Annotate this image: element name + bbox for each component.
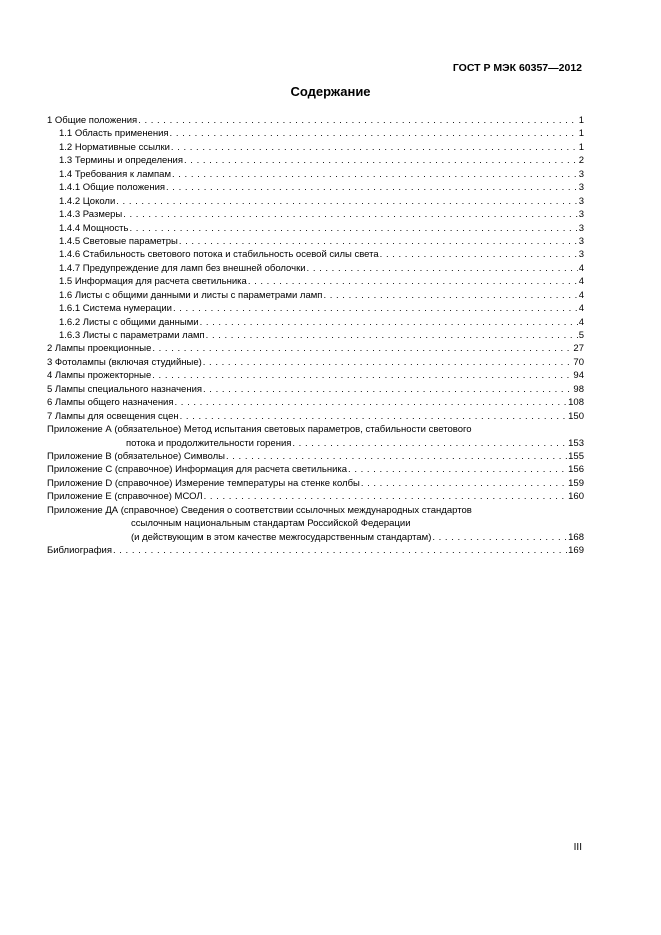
toc-entry[interactable] <box>47 369 584 382</box>
toc-entry-title: 1 Общие положения <box>47 115 138 126</box>
toc-entry-page: 4 <box>578 262 584 274</box>
dot-leader <box>173 302 578 315</box>
toc-entry-page: 98 <box>573 383 584 395</box>
toc-entry[interactable] <box>47 235 584 248</box>
toc-entry-title: 1.6.3 Листы с параметрами ламп <box>59 330 205 341</box>
toc-entry-title: 1.4.2 Цоколи <box>59 195 116 207</box>
toc-entry-title: 1.3 Термины и определения <box>59 155 184 167</box>
annex-c-entry[interactable] <box>47 463 584 476</box>
toc-entry-title: 7 Лампы для освещения сцен <box>47 410 179 422</box>
toc-entry[interactable] <box>47 316 584 329</box>
dot-leader <box>123 208 577 221</box>
dot-leader <box>361 477 567 490</box>
toc-entry-title: 1.6.1 Система нумерации <box>59 303 172 315</box>
toc-entry-page: 108 <box>568 397 584 409</box>
annex-c-text: Приложение С (справочное) Информация для расчета светильника <box>47 464 348 476</box>
dot-leader <box>206 329 578 342</box>
dot-leader <box>292 437 567 450</box>
dot-leader <box>184 154 578 167</box>
dot-leader <box>116 195 577 208</box>
toc-entry[interactable] <box>47 356 584 369</box>
bibliography-text: Библиография <box>47 545 112 556</box>
bibliography-entry[interactable] <box>47 544 584 557</box>
dot-leader <box>248 275 578 288</box>
dot-leader <box>166 181 578 194</box>
toc-entry[interactable] <box>47 114 584 127</box>
dot-leader <box>152 342 572 355</box>
toc-entry-title: 1.4.6 Стабильность светового потока и стабильность осевой силы света <box>59 249 379 261</box>
toc-entry-page: 2 <box>578 155 584 167</box>
toc-entry[interactable] <box>47 141 584 154</box>
annex-da-entry[interactable] <box>47 531 584 544</box>
table-of-contents <box>47 114 584 557</box>
toc-entry-title: 1.4.4 Мощность <box>59 222 129 234</box>
dot-leader <box>203 356 573 369</box>
toc-entry-page: 1 <box>578 141 584 153</box>
page-number: III <box>573 842 582 853</box>
toc-entry[interactable] <box>47 410 584 423</box>
toc-entry[interactable] <box>47 195 584 208</box>
toc-entry-title: 1.1 Область применения <box>59 128 169 140</box>
dot-leader <box>348 463 567 476</box>
annex-a-line1[interactable]: Приложение А (обязательное) Метод испытания световых параметров, стабильности светового <box>47 424 472 436</box>
dot-leader <box>432 531 567 544</box>
dot-leader <box>180 410 567 423</box>
toc-entry[interactable] <box>47 329 584 342</box>
toc-entry[interactable] <box>47 262 584 275</box>
dot-leader <box>380 248 578 261</box>
toc-entry-title: 3 Фотолампы (включая студийные) <box>47 356 202 368</box>
toc-entry[interactable] <box>47 127 584 140</box>
toc-entry-page: 4 <box>578 303 584 315</box>
toc-entry-page: 3 <box>578 195 584 207</box>
toc-entry-title: 4 Лампы прожекторные <box>47 370 152 382</box>
dot-leader <box>204 490 568 503</box>
annex-a-line2: потока и продолжительности горения <box>126 437 292 449</box>
dot-leader <box>129 222 577 235</box>
dot-leader <box>175 396 568 409</box>
toc-entry[interactable] <box>47 289 584 302</box>
toc-entry[interactable] <box>47 275 584 288</box>
toc-entry-page: 3 <box>578 235 584 247</box>
annex-e-text: Приложение E (справочное) МСОЛ <box>47 491 203 503</box>
toc-entry-title: 1.4.3 Размеры <box>59 209 123 221</box>
toc-entry[interactable] <box>47 342 584 355</box>
dot-leader <box>307 262 578 275</box>
annex-da-line3: (и действующим в этом качестве межгосударственным стандартам) <box>131 531 432 543</box>
toc-entry-page: 3 <box>578 209 584 221</box>
bibliography-page: 169 <box>568 545 584 556</box>
toc-entry-title: 1.4 Требования к лампам <box>59 168 171 180</box>
toc-entry[interactable] <box>47 154 584 167</box>
toc-entry-page: 1 <box>578 128 584 140</box>
toc-entry-page: 3 <box>578 222 584 234</box>
toc-entry-page: 27 <box>573 343 584 355</box>
toc-entry-page: 150 <box>568 410 584 422</box>
annex-da-page: 168 <box>568 531 584 543</box>
toc-entry[interactable] <box>47 383 584 396</box>
dot-leader <box>179 235 578 248</box>
toc-entry-page: 70 <box>573 356 584 368</box>
dot-leader <box>200 316 578 329</box>
dot-leader <box>171 141 578 154</box>
toc-entry-page: 1 <box>578 115 584 126</box>
toc-entry-title: 1.5 Информация для расчета светильника <box>59 276 247 288</box>
annex-da-line1[interactable]: Приложение ДА (справочное) Сведения о соответствии ссылочных международных стандартов <box>47 504 472 516</box>
dot-leader <box>323 289 577 302</box>
toc-entries <box>47 114 584 423</box>
toc-entry-title: 1.6 Листы с общими данными и листы с параметрами ламп <box>59 289 323 301</box>
toc-entry-page: 5 <box>578 330 584 341</box>
toc-entry-title: 6 Лампы общего назначения <box>47 397 174 409</box>
dot-leader <box>138 114 578 127</box>
annex-d-page: 159 <box>568 477 584 489</box>
toc-entry[interactable] <box>47 208 584 221</box>
annex-b-page: 155 <box>568 450 584 462</box>
toc-entry-title: 1.4.1 Общие положения <box>59 182 166 194</box>
annex-e-page: 160 <box>568 491 584 503</box>
toc-entry-page: 4 <box>578 276 584 288</box>
toc-entry[interactable] <box>47 168 584 181</box>
annex-d-text: Приложение D (справочное) Измерение температуры на стенке колбы <box>47 477 360 489</box>
toc-entry-title: 1.6.2 Листы с общими данными <box>59 316 199 328</box>
annex-e-entry[interactable] <box>47 490 584 503</box>
toc-entry[interactable] <box>47 396 584 409</box>
annex-d-entry[interactable] <box>47 477 584 490</box>
toc-entry-page: 94 <box>573 370 584 382</box>
toc-entry-title: 5 Лампы специального назначения <box>47 383 203 395</box>
annex-b-entry[interactable] <box>47 450 584 463</box>
toc-entry-page: 4 <box>578 316 584 328</box>
annex-a-page: 153 <box>568 437 584 449</box>
toc-entry-page: 3 <box>578 182 584 194</box>
toc-entry-page: 3 <box>578 249 584 261</box>
toc-entry[interactable] <box>47 302 584 315</box>
toc-entry[interactable] <box>47 248 584 261</box>
annex-a-entry[interactable] <box>47 437 584 450</box>
toc-entry-title: 1.4.7 Предупреждение для ламп без внешней оболочки <box>59 262 306 274</box>
dot-leader <box>226 450 567 463</box>
annex-c-page: 156 <box>568 464 584 476</box>
dot-leader <box>152 369 572 382</box>
dot-leader <box>172 168 578 181</box>
toc-entry-title: 2 Лампы проекционные <box>47 343 152 355</box>
toc-entry[interactable] <box>47 181 584 194</box>
toc-entry[interactable] <box>47 222 584 235</box>
toc-entry-page: 4 <box>578 289 584 301</box>
toc-entry-title: 1.2 Нормативные ссылки <box>59 141 170 153</box>
dot-leader <box>203 383 572 396</box>
toc-entry-page: 3 <box>578 168 584 180</box>
dot-leader <box>113 544 567 557</box>
page-title: Содержание <box>290 84 371 99</box>
annex-b-text: Приложение В (обязательное) Символы <box>47 450 225 462</box>
document-header: ГОСТ Р МЭК 60357—2012 <box>452 62 582 74</box>
dot-leader <box>170 127 578 140</box>
annex-da-line2: ссылочным национальным стандартам Российской Федерации <box>131 518 411 530</box>
toc-entry-title: 1.4.5 Световые параметры <box>59 235 178 247</box>
